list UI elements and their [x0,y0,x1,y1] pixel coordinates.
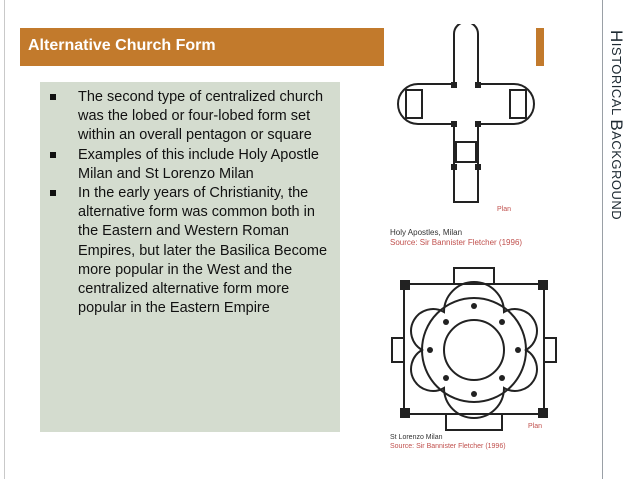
holy-apostles-caption [390,228,522,248]
central-dome [422,298,526,402]
left-edge-rule [4,0,5,479]
holy-apostles-source: Source: Sir Bannister Fletcher (1996) [390,238,523,247]
heading-bar-stub [536,28,544,66]
section-title: HISTORICAL BACKGROUND [607,30,626,221]
st-lorenzo-caption [390,433,506,451]
bullet-square-icon [50,152,56,158]
bullet-item: The second type of centralized church was the lobed or four-lobed form set within an overall pentagon or square [40,88,336,146]
st-lorenzo-plan-label: Plan [528,423,543,430]
holy-apostles-plan-drawing [396,24,536,214]
bullet-square-icon [50,190,56,196]
bullet-item: In the early years of Christianity, the alternative form was common both in the Eastern and Western Roman Empires, but later the Basilica Become more popular in the West and the centralized alternative form more popular in the Eastern Empire [40,184,336,318]
st-lorenzo-source: Source: Sir Bannister Fletcher (1996) [390,443,506,450]
st-lorenzo-plan-drawing [384,266,564,434]
north-apse [454,24,478,84]
bullet-item: Examples of this include Holy Apostle Milan and St Lorenzo Milan [40,146,336,184]
holy-apostles-title: Holy Apostles, Milan [390,228,463,237]
bullet-list [40,88,336,318]
holy-apostles-plan-label: Plan [497,206,512,213]
slide-heading: Alternative Church Form [28,37,216,54]
section-band-rule [602,0,603,479]
st-lorenzo-title: St Lorenzo Milan [390,434,443,441]
bullet-square-icon [50,94,56,100]
